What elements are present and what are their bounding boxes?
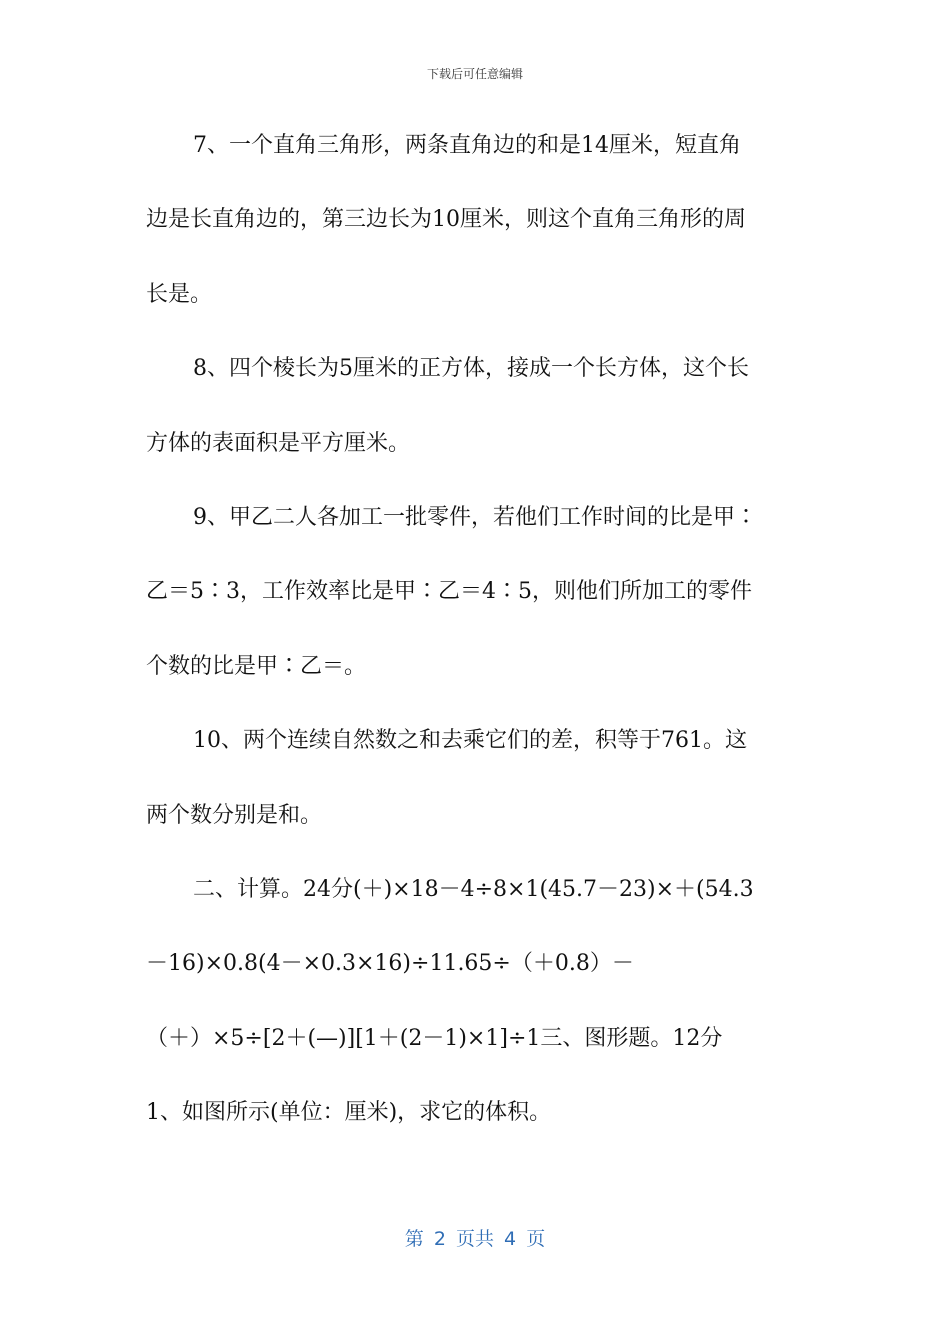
text-line: －16)×0.8(4－×0.3×16)÷11.65÷（＋0.8）－ — [146, 951, 634, 977]
page-footer — [0, 1226, 950, 1252]
text-line: 7、一个直角三角形，两条直角边的和是14厘米，短直角 — [193, 133, 741, 158]
text-line: 二、计算。24分(＋)×18－4÷8×1(45.7－23)×＋(54.3 — [193, 876, 754, 902]
footer-suffix: 页 — [526, 1228, 546, 1250]
text-line: （＋）×5÷[2＋(—)][1＋(2－1)×1]÷1三、图形题。12分 — [146, 1025, 723, 1051]
text-line: 两个数分别是和。 — [146, 802, 323, 828]
footer-page-number: 2 — [433, 1228, 446, 1250]
text-line: 8、四个棱长为5厘米的正方体，接成一个长方体，这个长 — [193, 356, 749, 382]
footer-total-pages: 4 — [504, 1228, 517, 1250]
text-line: 乙＝5∶3，工作效率比是甲∶乙＝4∶5，则他们所加工的零件 — [146, 579, 752, 605]
text-line: 10、两个连续自然数之和去乘它们的差，积等于761。这 — [193, 728, 747, 754]
text-line: 边是长直角边的，第三边长为10厘米，则这个直角三角形的周 — [146, 207, 746, 233]
text-line: 9、甲乙二人各加工一批零件，若他们工作时间的比是甲∶ — [193, 504, 757, 530]
text-line: 长是。 — [146, 281, 213, 307]
footer-middle: 页共 — [455, 1228, 494, 1250]
document-body — [146, 122, 806, 1163]
text-line: 方体的表面积是平方厘米。 — [146, 430, 411, 456]
footer-prefix: 第 — [404, 1228, 424, 1250]
text-line: 1、如图所示(单位：厘米)，求它的体积。 — [146, 1100, 552, 1126]
text-line: 个数的比是甲∶乙＝。 — [146, 653, 367, 679]
header-text: 下载后可任意编辑 — [426, 67, 523, 81]
page-header — [0, 66, 950, 82]
